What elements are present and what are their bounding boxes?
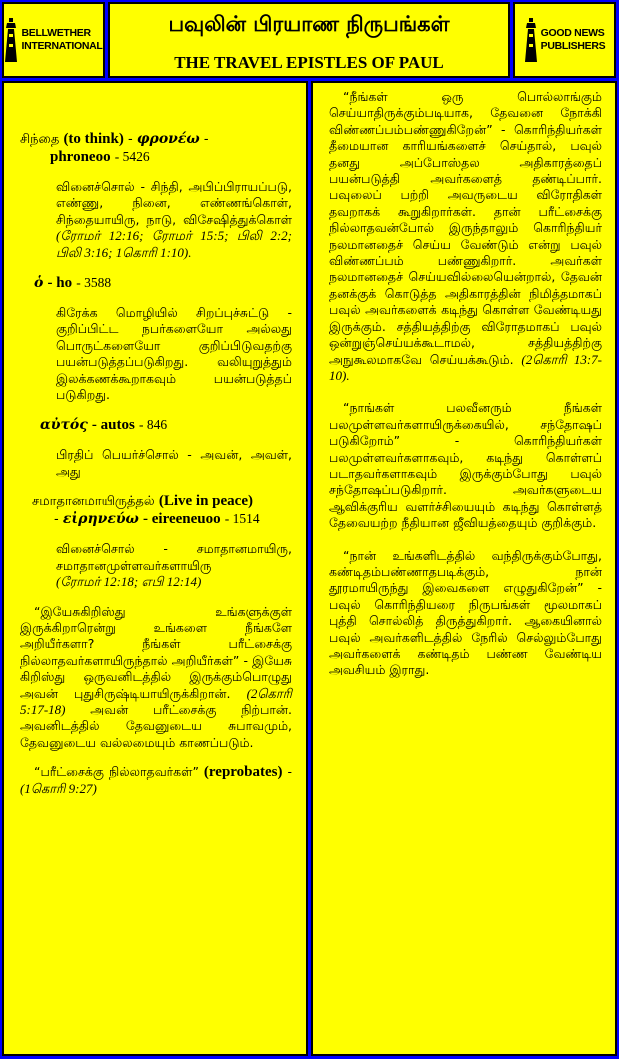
header-title-box <box>108 2 510 78</box>
entry-ho-definition: கிரேக்க மொழியில் சிறப்புச்சுட்டு - குறிப்பிட்ட நபர்களையோ அல்லது பொருட்களையோ குறிப்பிடுவதற்கு பயன்படுத்தப்படுகிறது. வலியுறுத்தும் இலக்கணக்கூறாகவும் பயன்படுத்தப் படுகிறது. <box>56 305 292 403</box>
bellwether-logo <box>2 2 105 78</box>
entry-peace-heading: சமாதானமாயிருத்தல் (Live in peace) - εἰρηνεύω - eireeneuoo - 1514 <box>32 493 260 528</box>
logo-left-line1: BELLWETHER <box>21 27 91 39</box>
logo-right-line2: PUBLISHERS <box>540 40 606 52</box>
lighthouse-icon <box>4 18 18 62</box>
commentary-paragraph-3: “நீங்கள் ஒரு பொல்லாங்கும் செய்யாதிருக்கும்படியாக, தேவனை நோக்கி விண்ணப்பம்பண்ணுகிறேன்” - கொரிந்தியர்கள் தீமையான காரியங்களைச் செய்தால், பவுல் தனது அப்போஸ்தல அதிகாரத்தைப் பயன்படுத்தி அவர்களைத் தண்டிப்பார். பவுலைப் பற்றி அவருடைய விரோதிகள் தவறாகக் கூறுகிறார்கள். தான் பரீட்சைக்கு நில்லாதவன்போல் இருந்தாலும் கொரிந்தியர் நலமானதைச் செய்ய வேண்டும் என்று பவுல் விண்ணப்பம் பண்ணுகிறார். அவர்கள் நலமானதைச் செய்யவில்லையென்றால், தேவன் தனக்குக் கொடுத்த அதிகாரத்தின் நிமித்தமாகப் பவுல் அவர்களைக் கடிந்து கொள்ள வேண்டியது இருக்கும். சத்தியத்திற்கு விரோதமாகப் பவுல் ஒன்றுஞ்செய்யக்கூடாமல், சத்தியத்திற்கு அநுகூலமாகவே செய்யக்கூடும். (2கொரி 13:7-10). <box>329 89 602 383</box>
entry-ho-heading: ὁ - ho - 3588 <box>34 275 112 292</box>
logo-right-line1: GOOD NEWS <box>540 27 605 39</box>
commentary-paragraph-1: “இயேசுகிறிஸ்து உங்களுக்குள் இருக்கிறாரென்று உங்களை நீங்களே அறியீர்களா? நீங்கள் பரீட்சைக்கு நில்லாதவர்களாயிருந்தால் அறியீர்கள்” - இயேசு கிறிஸ்து ஒருவனிடத்தில் இருக்கும்பொழுது அவன் புதுசிருஷ்டியாயிருக்கிறான். (2கொரி 5:17-18) அவன் பரீட்சைக்கு நிற்பான். அவனிடத்தில் தேவனுடைய சுபாவமும், தேவனுடைய வல்லமையும் காணப்படும். <box>20 603 292 750</box>
logo-left-line2: INTERNATIONAL <box>21 40 103 52</box>
right-column <box>311 81 617 1056</box>
good-news-logo <box>513 2 616 78</box>
entry-think-definition: வினைச்சொல் - சிந்தி, அபிப்பிராயப்படு, எண்ணு, நினை, எண்ணங்கொள், சிந்தையாயிரு, நாடு, விசேஷித்துக்கொள் (ரோமர் 12:16; ரோமர் 15:5; பிலி 2:2; பிலி 3:16; 1கொரி 1:10). <box>56 179 292 260</box>
entry-think-heading: சிந்தை (to think) - φρονέω - phroneoo - 5426 <box>20 131 209 165</box>
commentary-paragraph-5: “நான் உங்களிடத்தில் வந்திருக்கும்போது, கண்டிதம்பண்ணாதபடிக்கும், நான் தூரமாயிருந்து இவைகளை எழுதுகிறேன்” - பவுல் கொரிந்தியரை நிருபங்கள் மூலமாகப் புத்தி சொல்லித் திருத்துகிறார். ஆகையினால் பவுல் அவர்களிடத்தில் நேரில் செல்லும்போது அவர்களைக் கண்டிதம் பண்ண வேண்டிய அவசியம் இராது. <box>329 547 602 678</box>
commentary-paragraph-4: “நாங்கள் பலவீனரும் நீங்கள் பலமுள்ளவர்களாயிருக்கையில், சந்தோஷப் படுகிறோம்” - கொரிந்தியர்கள் பலமுள்ளவர்களாகவும், கடிந்து கொள்ளப் படாதவர்களாகவும் இருக்கும்போது பவுல் சந்தோஷப்படுகிறார். அவர்களுடைய ஆவிக்குரிய வளர்ச்சியையும் கடிந்து கொள்ளத் தேவையற்ற நீதியான ஜீவியத்தையும் குறிக்கும். <box>329 400 602 531</box>
page-title-tamil: பவுலின் பிரயாண நிருபங்கள் <box>168 12 450 36</box>
entry-autos-definition: பிரதிப் பெயர்ச்சொல் - அவன், அவள், அது <box>56 447 292 479</box>
entry-autos-heading: αὐτός - autos - 846 <box>40 417 168 434</box>
entry-peace-definition: வினைச்சொல் - சமாதானமாயிரு, சமாதானமுள்ளவர்களாயிரு (ரோமர் 12:18; எபி 12:14) <box>56 541 292 590</box>
commentary-paragraph-2: “பரீட்சைக்கு நில்லாதவர்கள்” (reprobates) - (1கொரி 9:27) <box>20 764 292 796</box>
left-column <box>2 81 308 1056</box>
lighthouse-icon <box>524 18 538 62</box>
page-title-english: THE TRAVEL EPISTLES OF PAUL <box>174 53 444 72</box>
